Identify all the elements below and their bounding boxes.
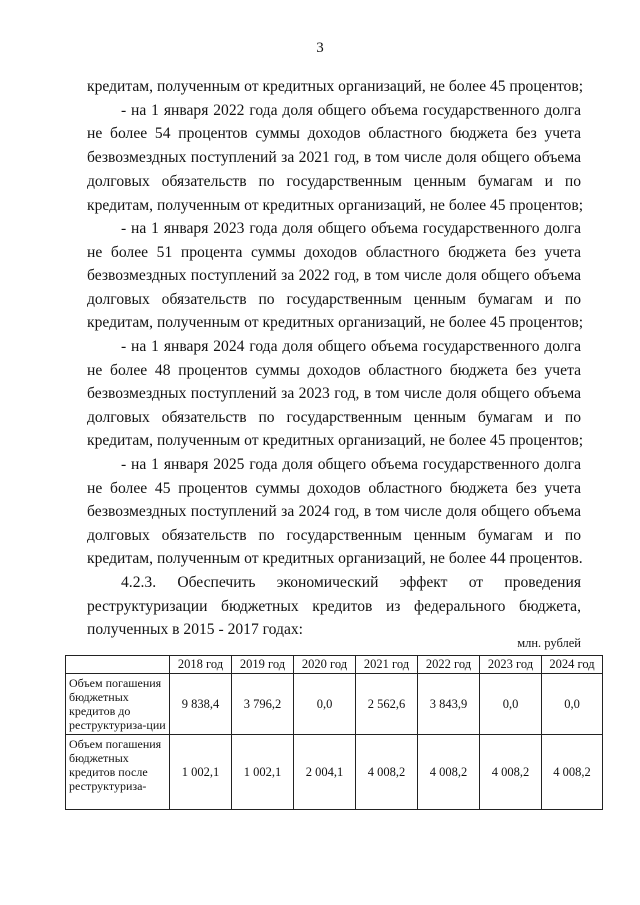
page-number: 3 (316, 40, 324, 56)
table-cell: 9 838,4 (170, 674, 232, 735)
text-line: кредитам, полученным от кредитных организаций, не более 45 процентов; (87, 197, 584, 214)
table-cell: 4 008,2 (542, 735, 603, 810)
table-cell: 4 008,2 (480, 735, 542, 810)
text-line: безвозмездных поступлений за 2022 год, в том числе доля общего объема (87, 267, 581, 284)
table-cell: 1 002,1 (232, 735, 294, 810)
text-line: реструктуризации бюджетных кредитов из федерального бюджета, (87, 598, 581, 615)
text-line: не более 51 процента суммы доходов областного бюджета без учета (87, 244, 581, 261)
text-line: - на 1 января 2025 года доля общего объема государственного долга (121, 456, 581, 473)
text-line: долговых обязательств по государственным ценным бумагам и по (87, 173, 581, 190)
table-cell: 3 843,9 (418, 674, 480, 735)
header-cell: 2023 год (480, 656, 542, 674)
table-cell: 2 562,6 (356, 674, 418, 735)
row-label: Объем погашения бюджетных кредитов до реструктуриза-ции (66, 674, 170, 735)
text-line: полученных в 2015 - 2017 годах: (87, 621, 304, 638)
debt-restructuring-table (65, 655, 603, 810)
text-line: 4.2.3. Обеспечить экономический эффект от проведения (121, 574, 581, 591)
text-line: безвозмездных поступлений за 2021 год, в том числе доля общего объема (87, 149, 581, 166)
table-row (66, 735, 603, 810)
text-line: кредитам, полученным от кредитных организаций, не более 45 процентов; (87, 78, 584, 95)
header-cell: 2024 год (542, 656, 603, 674)
header-cell (66, 656, 170, 674)
table-cell: 4 008,2 (418, 735, 480, 810)
table-cell: 2 004,1 (294, 735, 356, 810)
text-line: кредитам, полученным от кредитных организаций, не более 44 процентов. (87, 550, 583, 567)
table-cell: 4 008,2 (356, 735, 418, 810)
header-cell: 2021 год (356, 656, 418, 674)
table-cell: 3 796,2 (232, 674, 294, 735)
text-line: безвозмездных поступлений за 2024 год, в том числе доля общего объема (87, 503, 581, 520)
row-label-cell (66, 735, 170, 810)
table-row (66, 674, 603, 735)
header-cell: 2020 год (294, 656, 356, 674)
row-label: Объем погашения бюджетных кредитов после реструктуриза- (69, 737, 162, 793)
text-line: кредитам, полученным от кредитных организаций, не более 45 процентов; (87, 314, 584, 331)
text-line: долговых обязательств по государственным ценным бумагам и по (87, 527, 581, 544)
text-line: не более 48 процентов суммы доходов областного бюджета без учета (87, 362, 581, 379)
text-line: - на 1 января 2022 года доля общего объема государственного долга (121, 102, 581, 119)
text-line: не более 54 процентов суммы доходов областного бюджета без учета (87, 125, 581, 142)
text-line: не более 45 процентов суммы доходов областного бюджета без учета (87, 480, 581, 497)
text-line: кредитам, полученным от кредитных организаций, не более 45 процентов; (87, 432, 584, 449)
text-line: долговых обязательств по государственным ценным бумагам и по (87, 409, 581, 426)
header-cell: 2018 год (170, 656, 232, 674)
text-line: безвозмездных поступлений за 2023 год, в том числе доля общего объема (87, 385, 581, 402)
table-cell: 0,0 (480, 674, 542, 735)
table-header-row (66, 656, 603, 674)
table-cell: 0,0 (294, 674, 356, 735)
table-unit: млн. рублей (517, 636, 581, 650)
table-cell: 1 002,1 (170, 735, 232, 810)
table-cell: 0,0 (542, 674, 603, 735)
text-line: - на 1 января 2024 года доля общего объема государственного долга (121, 338, 581, 355)
text-line: - на 1 января 2023 года доля общего объема государственного долга (121, 220, 581, 237)
header-cell: 2022 год (418, 656, 480, 674)
header-cell: 2019 год (232, 656, 294, 674)
text-line: долговых обязательств по государственным ценным бумагам и по (87, 291, 581, 308)
